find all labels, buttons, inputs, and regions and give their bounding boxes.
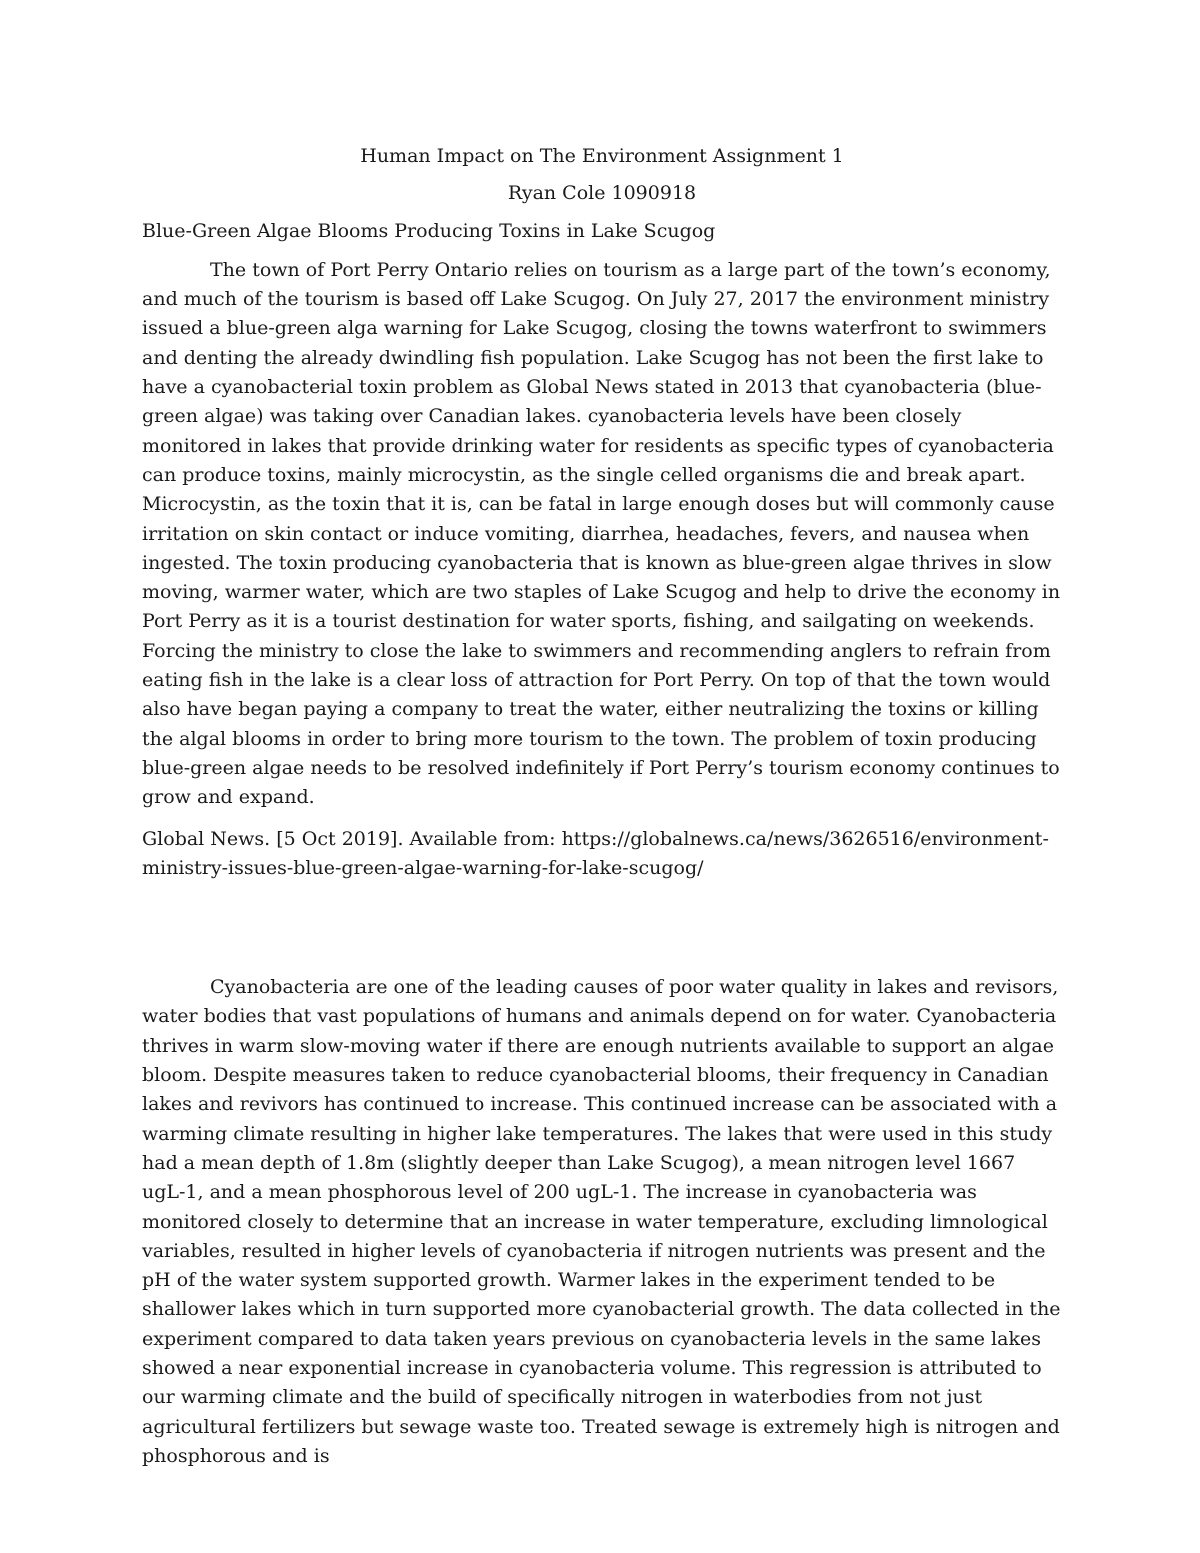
document-body <box>142 142 1062 1471</box>
section-gap <box>142 883 1062 973</box>
author-line: Ryan Cole 1090918 <box>507 182 697 205</box>
essay-subtitle: Blue-Green Algae Blooms Producing Toxins in Lake Scugog <box>142 219 716 242</box>
paragraph-2: Cyanobacteria are one of the leading causes of poor water quality in lakes and revisors, water bodies that vast populations of humans and animals depend on for water. Cyanobacteria thrives in warm slow-moving water if there are enough nutrients available to support an algae bloom. Despite measures taken to reduce cyanobacterial blooms, their frequency in Canadian lakes and revivors has continued to increase. This continued increase can be associated with a warming climate resulting in higher lake temperatures. The lakes that were used in this study had a mean depth of 1.8m (slightly deeper than Lake Scugog), a mean nitrogen level 1667 ugL-1, and a mean phosphorous level of 200 ugL-1. The increase in cyanobacteria was monitored closely to determine that an increase in water temperature, excluding limnological variables, resulted in higher levels of cyanobacteria if nitrogen nutrients was present and the pH of the water system supported growth. Warmer lakes in the experiment tended to be shallower lakes which in turn supported more cyanobacterial growth. The data collected in the experiment compared to data taken years previous on cyanobacteria levels in the same lakes showed a near exponential increase in cyanobacteria volume. This regression is attributed to our warming climate and the build of specifically nitrogen in waterbodies from not just agricultural fertilizers but sewage waste too. Treated sewage is extremely high is nitrogen and phosphorous and is <box>142 976 1061 1467</box>
reference-citation: Global News. [5 Oct 2019]. Available from: https://globalnews.ca/news/3626516/environment-ministry-issues-blue-green-algae-warning-for-lake-scugog/ <box>142 827 1049 879</box>
document-title: Human Impact on The Environment Assignment 1 <box>360 145 844 167</box>
paragraph-1: The town of Port Perry Ontario relies on tourism as a large part of the town’s economy, and much of the tourism is based off Lake Scugog. On July 27, 2017 the environment ministry issued a blue-green alga warning for Lake Scugog, closing the towns waterfront to swimmers and denting the already dwindling fish population. Lake Scugog has not been the first lake to have a cyanobacterial toxin problem as Global News stated in 2013 that cyanobacteria (blue-green algae) was taking over Canadian lakes. cyanobacteria levels have been closely monitored in lakes that provide drinking water for residents as specific types of cyanobacteria can produce toxins, mainly microcystin, as the single celled organisms die and break apart. Microcystin, as the toxin that it is, can be fatal in large enough doses but will commonly cause irritation on skin contact or induce vomiting, diarrhea, headaches, fevers, and nausea when ingested. The toxin producing cyanobacteria that is known as blue-green algae thrives in slow moving, warmer water, which are two staples of Lake Scugog and help to drive the economy in Port Perry as it is a tourist destination for water sports, fishing, and sailgating on weekends. Forcing the ministry to close the lake to swimmers and recommending anglers to refrain from eating fish in the lake is a clear loss of attraction for Port Perry. On top of that the town would also have began paying a company to treat the water, either neutralizing the toxins or killing the algal blooms in order to bring more tourism to the town. The problem of toxin producing blue-green algae needs to be resolved indefinitely if Port Perry’s tourism economy continues to grow and expand. <box>142 258 1061 809</box>
